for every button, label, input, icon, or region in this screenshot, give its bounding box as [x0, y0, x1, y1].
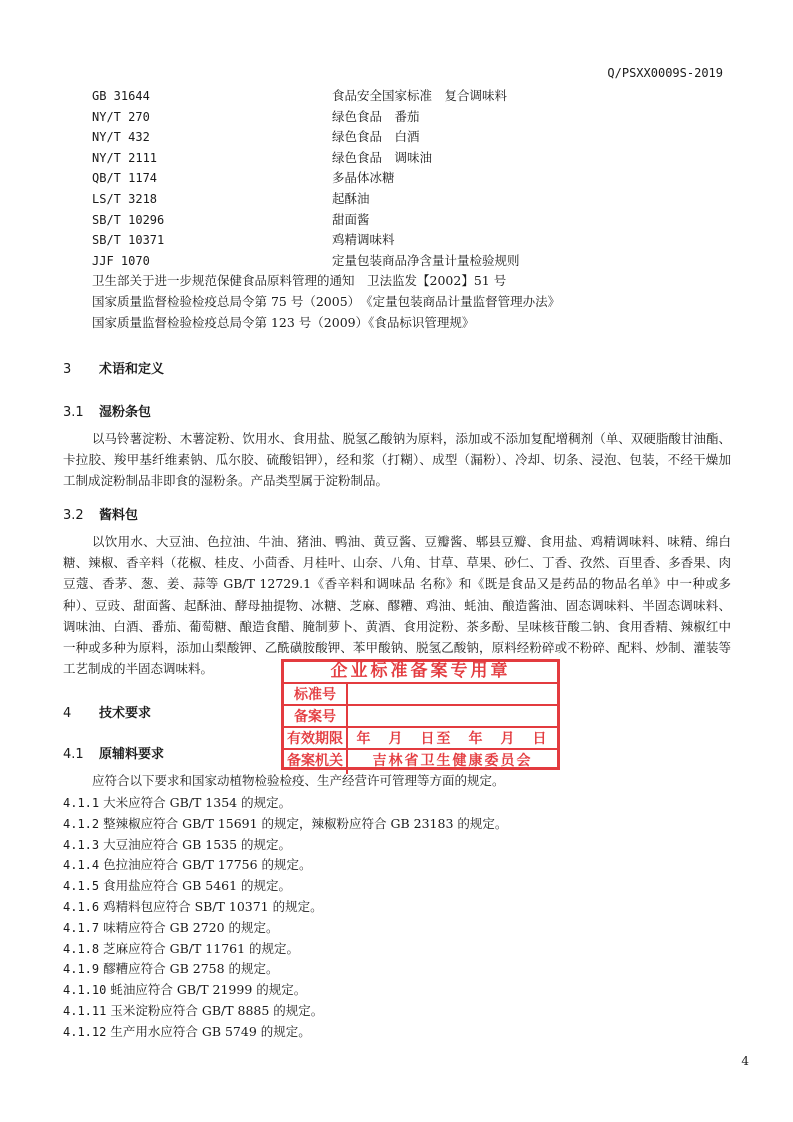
reference-title: 绿色食品 番茄 — [332, 108, 420, 124]
reference-code: NY/T 2111 — [92, 150, 158, 165]
reference-title: 食品安全国家标准 复合调味料 — [332, 88, 508, 103]
section-number: 3.1 — [63, 405, 84, 420]
clause-text: 鸡精料包应符合 SB/T 10371 的规定。 — [103, 898, 323, 914]
reference-row — [92, 107, 732, 128]
reference-row — [92, 127, 732, 148]
section-heading-3-2 — [63, 504, 138, 523]
reference-title: 起酥油 — [332, 190, 370, 206]
reference-title: 绿色食品 白酒 — [332, 129, 420, 145]
normative-references — [92, 86, 732, 333]
page-number: 4 — [741, 1054, 749, 1068]
reference-code: LS/T 3218 — [92, 191, 158, 206]
clause-text: 整辣椒应符合 GB/T 15691 的规定，辣椒粉应符合 GB 23183 的规定。 — [103, 815, 508, 831]
reference-code: NY/T 270 — [92, 109, 150, 124]
clause-text: 玉米淀粉应符合 GB/T 8885 的规定。 — [110, 1002, 324, 1018]
section-number: 4.1 — [63, 747, 84, 762]
stamp-value: 年 月 日至 年 月 日 — [356, 731, 549, 747]
reference-row — [92, 210, 732, 231]
clause-item — [63, 835, 723, 856]
clause-text: 大豆油应符合 GB 1535 的规定。 — [103, 836, 292, 852]
clause-number: 4.1.9 — [63, 962, 100, 977]
clause-item — [63, 959, 723, 980]
section-title: 酱料包 — [99, 508, 139, 523]
section-body-4-1: 应符合以下要求和国家动植物检验检疫、生产经营许可管理等方面的规定。 — [92, 773, 505, 788]
stamp-row-authority — [284, 748, 557, 774]
reference-code: SB/T 10371 — [92, 233, 165, 248]
section-title: 术语和定义 — [99, 362, 165, 377]
clause-text: 蚝油应符合 GB/T 21999 的规定。 — [110, 982, 307, 998]
clause-list — [63, 793, 723, 1043]
reference-title: 鸡精调味料 — [332, 232, 395, 248]
reference-code: JJF 1070 — [92, 253, 150, 268]
clause-item — [63, 876, 723, 897]
clause-number: 4.1.4 — [63, 858, 100, 873]
stamp-label: 标准号 — [284, 684, 348, 708]
clause-number: 4.1.7 — [63, 920, 100, 935]
clause-text: 醪糟应符合 GB 2758 的规定。 — [103, 961, 279, 977]
reference-code: QB/T 1174 — [92, 171, 158, 186]
reference-line: 国家质量监督检验检疫总局令第 123 号（2009）《食品标识管理规》 — [92, 314, 475, 330]
clause-item — [63, 1001, 723, 1022]
reference-title: 定量包装商品净含量计量检验规则 — [332, 252, 520, 268]
document-code: Q/PSXX0009S-2019 — [607, 66, 723, 80]
reference-title: 甜面酱 — [332, 211, 370, 227]
clause-text: 食用盐应符合 GB 5461 的规定。 — [103, 878, 292, 894]
clause-item — [63, 814, 723, 835]
clause-item — [63, 897, 723, 918]
reference-row — [92, 251, 732, 272]
reference-title: 多晶体冰糖 — [332, 170, 395, 186]
clause-number: 4.1.2 — [63, 816, 100, 831]
clause-number: 4.1.3 — [63, 837, 100, 852]
clause-item — [63, 793, 723, 814]
section-heading-3 — [63, 358, 164, 377]
clause-text: 生产用水应符合 GB 5749 的规定。 — [110, 1023, 311, 1039]
clause-item — [63, 855, 723, 876]
reference-line: 国家质量监督检验检疫总局令第 75 号（2005） 《定量包装商品计量监督管理办法》 — [92, 293, 561, 309]
clause-text: 大米应符合 GB/T 1354 的规定。 — [103, 795, 292, 810]
clause-item — [63, 939, 723, 960]
clause-number: 4.1.10 — [63, 983, 107, 998]
stamp-title: 企业标准备案专用章 — [330, 661, 511, 681]
section-heading-3-1 — [63, 401, 151, 420]
clause-number: 4.1.5 — [63, 879, 100, 894]
section-title: 湿粉条包 — [99, 405, 152, 420]
clause-text: 味精应符合 GB 2720 的规定。 — [103, 919, 279, 935]
section-title: 技术要求 — [99, 706, 152, 721]
clause-number: 4.1.12 — [63, 1024, 107, 1039]
reference-code: GB 31644 — [92, 89, 150, 103]
reference-title: 绿色食品 调味油 — [332, 149, 433, 165]
section-number: 3 — [63, 362, 72, 377]
stamp-value: 吉林省卫生健康委员会 — [372, 753, 533, 769]
reference-line: 卫生部关于进一步规范保健食品原料管理的通知 卫法监发【2002】51 号 — [92, 273, 507, 289]
reference-row — [92, 86, 732, 107]
section-number: 4 — [63, 706, 72, 721]
clause-item — [63, 1022, 723, 1043]
reference-row — [92, 230, 732, 251]
clause-number: 4.1.6 — [63, 899, 100, 914]
reference-code: SB/T 10296 — [92, 212, 165, 227]
section-heading-4 — [63, 702, 151, 721]
reference-row — [92, 168, 732, 189]
clause-text: 芝麻应符合 GB/T 11761 的规定。 — [103, 940, 300, 956]
stamp-label: 有效期限 — [284, 728, 348, 752]
section-body-3-1: 以马铃薯淀粉、木薯淀粉、饮用水、食用盐、脱氢乙酸钠为原料，添加或不添加复配增稠剂（单、双硬脂酸甘油酯、卡拉胶、羧甲基纤维素钠、瓜尔胶、硫酸铝钾），经和浆（打糊）、成型（漏粉）、冷却、切条、浸泡、包装，不经干燥加工制成淀粉制品非即食的湿粉条。产品类型属于淀粉制品。 — [63, 431, 731, 489]
section-title: 原辅料要求 — [99, 747, 165, 762]
reference-row — [92, 189, 732, 210]
stamp-label: 备案号 — [284, 706, 348, 730]
clause-number: 4.1.8 — [63, 941, 100, 956]
clause-number: 4.1.1 — [63, 796, 100, 810]
section-number: 3.2 — [63, 508, 84, 523]
reference-code: NY/T 432 — [92, 130, 150, 145]
stamp-label: 备案机关 — [284, 750, 348, 774]
section-heading-4-1 — [63, 743, 164, 762]
clause-number: 4.1.11 — [63, 1003, 107, 1018]
section-body-3-2: 以饮用水、大豆油、色拉油、牛油、猪油、鸭油、黄豆酱、豆瓣酱、郫县豆瓣、食用盐、鸡精调味料、味精、绵白糖、辣椒、香辛料（花椒、桂皮、小茴香、月桂叶、山奈、八角、甘草、草果、砂仁、丁香、孜然、百里香、多香果、肉豆蔻、香茅、葱、姜、蒜等 GB/T 12729.1《香辛料和调味品 名称》和《既是食品又是药品的物品名单》中一种或多种）、豆豉、甜面酱、起酥油、酵母抽提物、冰糖、芝麻、醪糟、鸡油、蚝油、酿造酱油、固态调味料、半固态调味料、调味油、白酒、番茄、葡萄糖、酿造食醋、腌制萝卜、黄酒、食用淀粉、茶多酚、呈味核苷酸二钠、食用香精、辣椒红中一种或多种为原料，添加山梨酸钾、乙酰磺胺酸钾、苯甲酸钠、脱氢乙酸钠，原料经粉碎或不粉碎、配料、炒制、灌装等工艺制成的半固态调味料。 — [63, 534, 731, 677]
reference-row — [92, 148, 732, 169]
clause-text: 色拉油应符合 GB/T 17756 的规定。 — [103, 857, 312, 873]
filing-stamp — [281, 659, 560, 770]
clause-item — [63, 980, 723, 1001]
clause-item — [63, 918, 723, 939]
